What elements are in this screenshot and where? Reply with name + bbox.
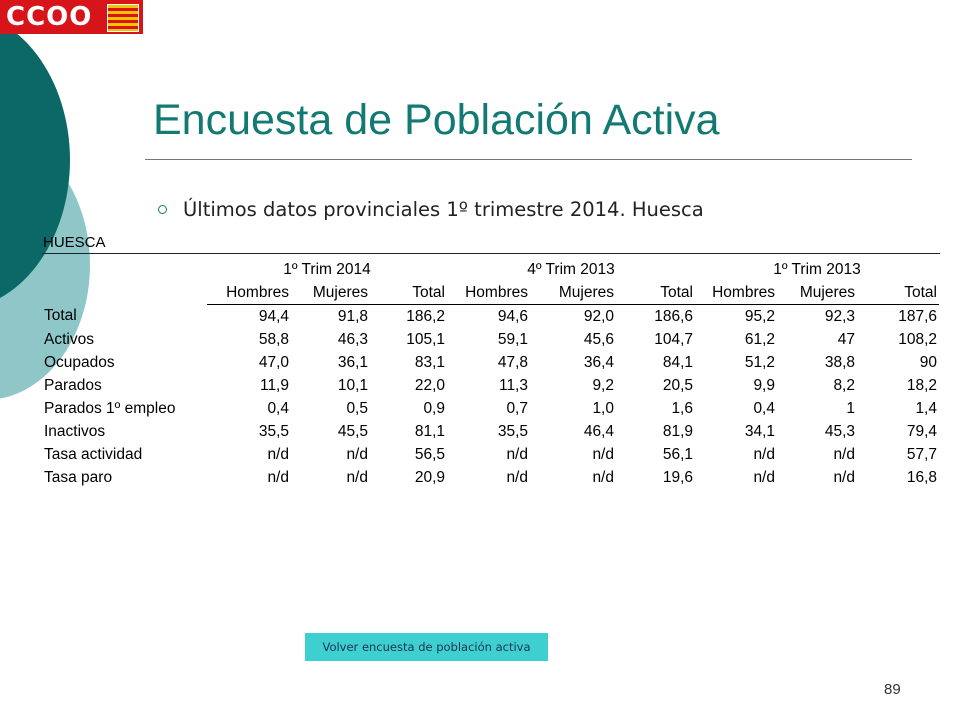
table-cell: 81,9 [662,422,693,440]
column-header: Mujeres [291,281,370,305]
row-label: Ocupados [44,353,115,371]
table-cell: n/d [346,445,368,463]
table-cell: 51,2 [744,353,775,371]
table-cell: 34,1 [744,422,775,440]
table-cell: 59,1 [497,330,528,348]
table-cell: 46,3 [337,330,368,348]
table-cell: 45,3 [824,422,855,440]
table-cell: 105,1 [406,330,445,348]
table-cell: 56,5 [414,445,445,463]
table-cell: 8,2 [833,376,855,394]
table-cell: 20,9 [414,468,445,486]
column-header: Mujeres [530,281,616,305]
sheet-divider [42,253,940,254]
table-cell: 11,9 [259,376,289,394]
table-cell: 90 [919,353,937,371]
page-number: 89 [884,681,901,698]
table-cell: 0,4 [753,399,775,417]
row-label: Tasa actividad [44,445,143,463]
table-cell: 83,1 [414,353,445,371]
ccoo-logo [0,0,143,34]
table-row [42,466,939,489]
sheet-label: HUESCA [43,234,106,251]
table-cell: n/d [753,445,775,463]
table-row [42,328,939,351]
table-cell: 47,0 [258,353,289,371]
period-header: 1º Trim 2014 [283,260,371,278]
table-row [42,351,939,374]
column-header: Hombres [207,281,291,305]
table-cell: n/d [592,468,614,486]
period-header: 4º Trim 2013 [527,260,615,278]
table-cell: n/d [267,468,289,486]
table-cell: 61,2 [744,330,775,348]
column-header: Total [857,281,939,305]
circle-bullet-icon [158,205,167,214]
table-cell: 20,5 [662,376,693,394]
period-header: 1º Trim 2013 [773,260,861,278]
table-cell: 0,5 [346,399,368,417]
table-cell: 36,1 [337,353,368,371]
table-cell: 1,6 [671,399,693,417]
table-cell: 18,2 [906,376,937,394]
table-cell: 9,9 [753,376,775,394]
table-cell: n/d [506,468,528,486]
table-cell: n/d [833,445,855,463]
row-label: Total [44,307,77,325]
title-divider [145,159,912,160]
row-label: Activos [44,330,94,348]
table-cell: 47 [837,330,855,348]
subheader-row [42,281,939,305]
table-cell: 56,1 [662,445,693,463]
table-cell: 186,6 [654,307,693,325]
table-cell: n/d [592,445,614,463]
table-cell: 1 [846,399,855,417]
column-header: Total [370,281,447,305]
data-table [42,258,939,489]
table-cell: 16,8 [906,468,937,486]
row-label: Inactivos [44,422,106,440]
table-cell: 58,8 [258,330,289,348]
table-cell: 104,7 [654,330,693,348]
table-cell: 38,8 [824,353,855,371]
row-label: Parados [44,376,102,394]
table-row [42,305,939,329]
table-cell: n/d [753,468,775,486]
row-label: Parados 1º empleo [44,399,176,417]
table-cell: 84,1 [662,353,693,371]
table-cell: 0,9 [423,399,445,417]
table-cell: 95,2 [744,307,775,325]
table-cell: 47,8 [497,353,528,371]
table-cell: 10,1 [337,376,368,394]
table-cell: 92,3 [824,307,855,325]
table-cell: n/d [833,468,855,486]
table-cell: 92,0 [583,307,614,325]
bullet-text: Últimos datos provinciales 1º trimestre 2014. Huesca [183,198,704,221]
table-cell: n/d [506,445,528,463]
table-cell: 81,1 [414,422,445,440]
back-to-epa-link[interactable]: Volver encuesta de población activa [305,633,548,661]
table-cell: 57,7 [906,445,937,463]
table-cell: 0,4 [267,399,289,417]
bullet-item [158,198,704,221]
aragon-flag-icon [107,4,139,32]
table-row [42,397,939,420]
table-cell: 35,5 [258,422,289,440]
table-cell: 186,2 [406,307,445,325]
page-title: Encuesta de Población Activa [153,96,720,144]
column-header: Mujeres [777,281,857,305]
table-row [42,443,939,466]
table-cell: n/d [346,468,368,486]
table-row [42,420,939,443]
logo-text: CCOO [6,2,93,32]
table-cell: 91,8 [337,307,368,325]
table-cell: 22,0 [414,376,445,394]
table-cell: 35,5 [497,422,528,440]
table-cell: 79,4 [906,422,937,440]
table-cell: 0,7 [506,399,528,417]
table-cell: 1,0 [592,399,614,417]
table-row [42,374,939,397]
column-header: Total [616,281,695,305]
table-cell: 45,5 [337,422,368,440]
column-header: Hombres [695,281,777,305]
table-cell: 46,4 [583,422,614,440]
table-cell: 94,4 [258,307,289,325]
column-header: Hombres [447,281,530,305]
table-cell: 94,6 [497,307,528,325]
table-cell: 19,6 [662,468,693,486]
table-cell: 11,3 [498,376,528,394]
row-label: Tasa paro [44,468,113,486]
table-cell: 9,2 [592,376,614,394]
table-cell: 108,2 [898,330,937,348]
table-cell: 45,6 [583,330,614,348]
table-cell: 1,4 [915,399,937,417]
period-header-row [42,258,939,281]
table-cell: n/d [267,445,289,463]
table-cell: 187,6 [898,307,937,325]
table-cell: 36,4 [583,353,614,371]
